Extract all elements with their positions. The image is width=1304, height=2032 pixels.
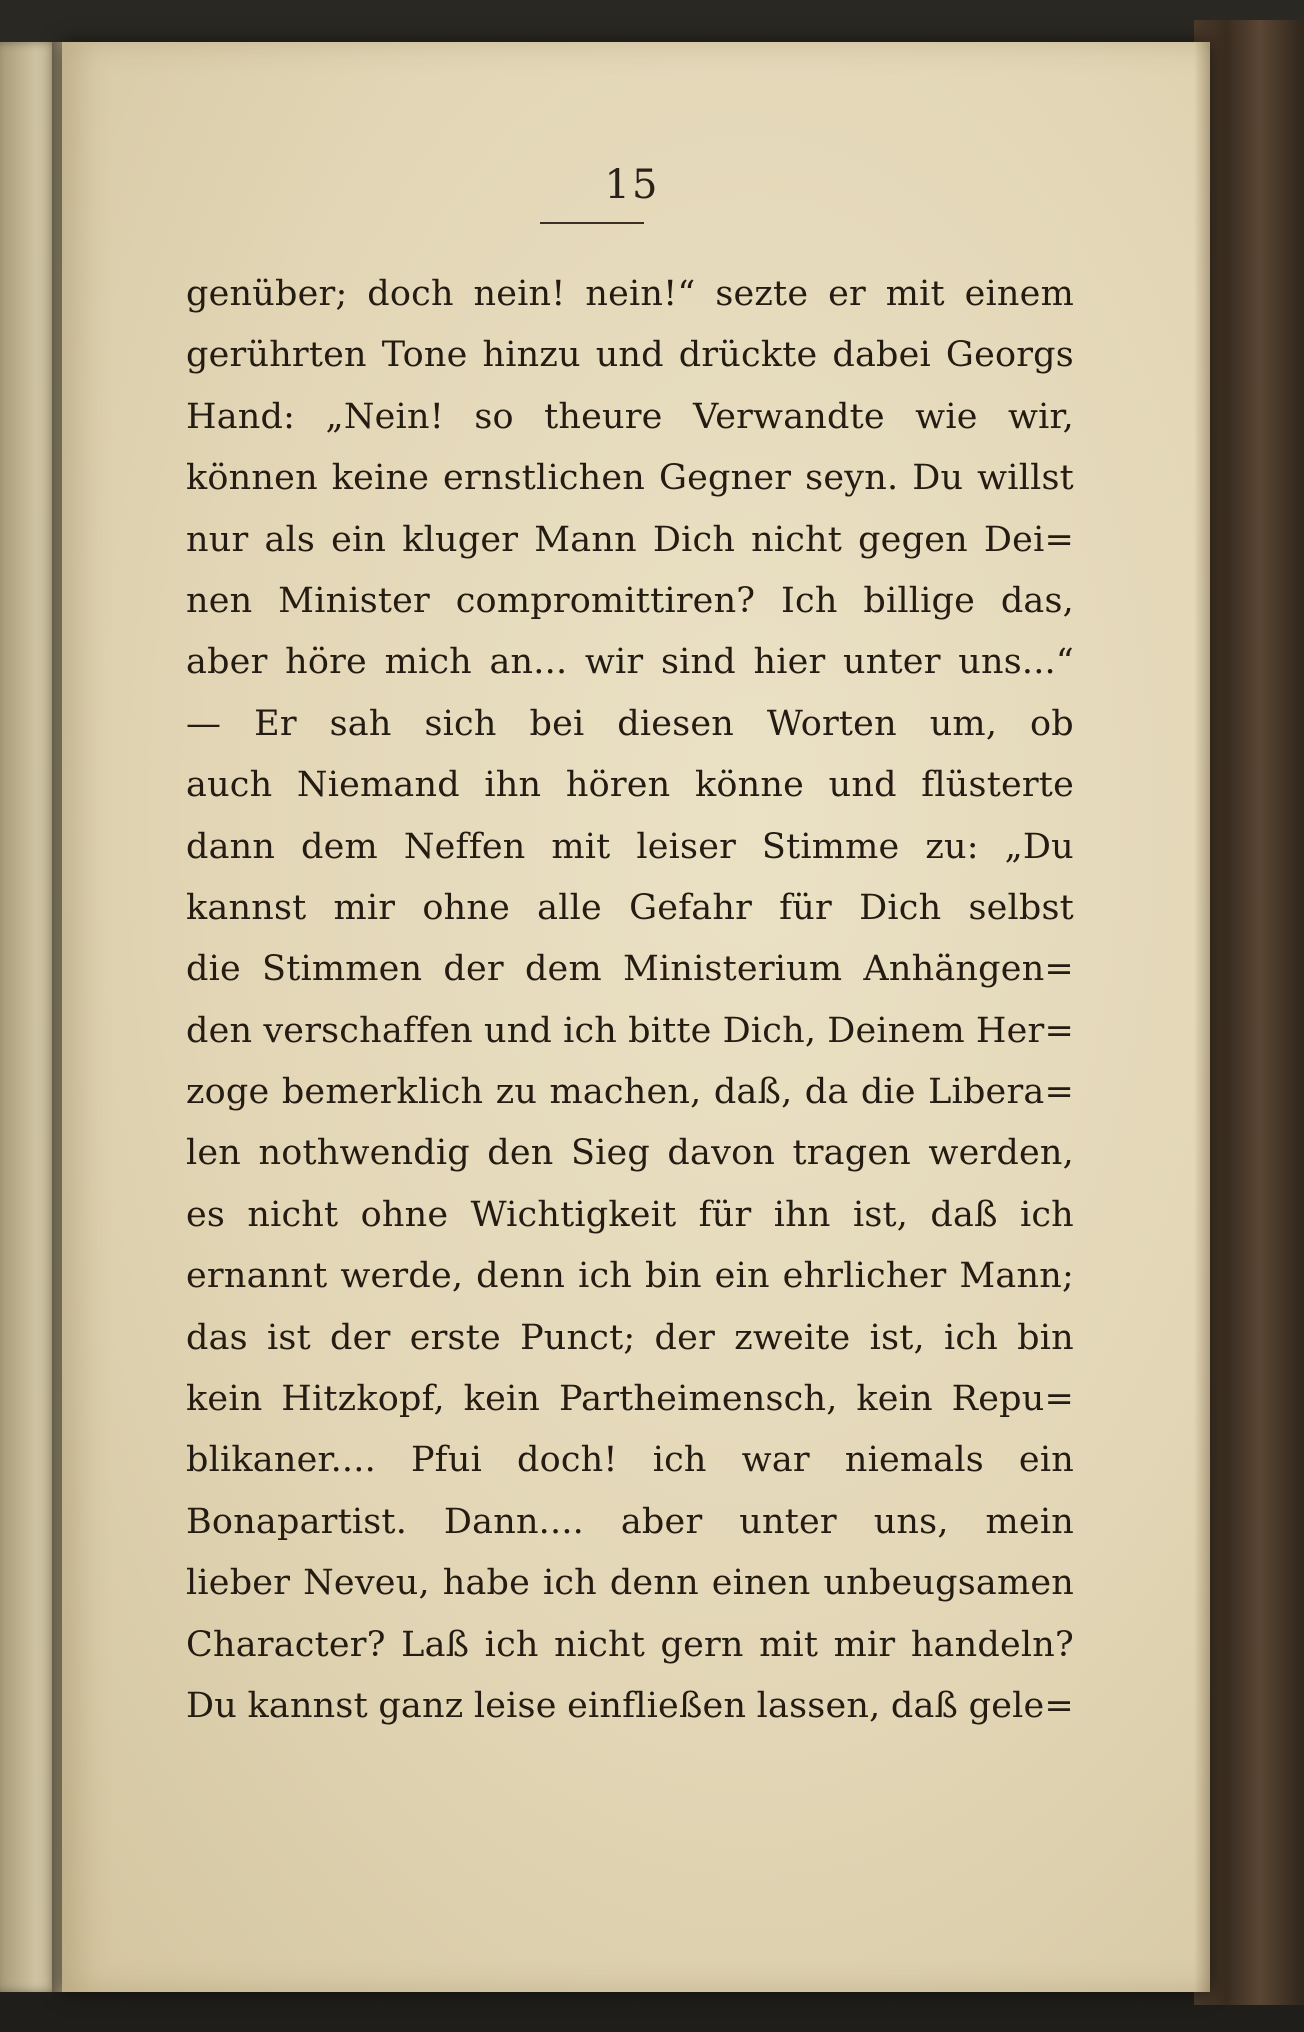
word: könne: [694, 765, 805, 806]
word: sind: [660, 642, 736, 683]
word: lassen,: [756, 1685, 881, 1726]
word: war: [741, 1440, 810, 1481]
word: Anhängen=: [863, 949, 1074, 990]
word: ich: [484, 1624, 539, 1665]
word: Du: [186, 1685, 238, 1726]
word: ernstlichen: [443, 458, 646, 499]
word: ehrlicher: [782, 1256, 947, 1297]
word: gern: [660, 1624, 744, 1665]
word: leise: [473, 1685, 557, 1726]
word: Laß: [401, 1624, 470, 1665]
word: werden,: [928, 1133, 1074, 1174]
word: kannst: [247, 1685, 368, 1726]
text-line: [186, 1308, 1074, 1369]
word: Libera=: [928, 1072, 1074, 1113]
page-number-rule: [540, 222, 644, 224]
word: dem: [301, 826, 378, 867]
word: habe: [442, 1563, 531, 1604]
word: Deinem: [827, 1010, 965, 1051]
word: einen: [711, 1563, 811, 1604]
word: ganz: [378, 1685, 464, 1726]
word: Worten: [766, 703, 897, 744]
word: denn: [476, 1256, 566, 1297]
word: ob: [1030, 703, 1074, 744]
word: davon: [667, 1133, 776, 1174]
word: ich: [542, 1563, 597, 1604]
word: da: [804, 1072, 849, 1113]
word: genüber;: [186, 274, 348, 314]
word: Gegner: [658, 458, 792, 499]
word: der: [330, 1317, 391, 1358]
word: zoge: [186, 1072, 270, 1113]
text-line: [186, 571, 1074, 632]
word: unter: [739, 1501, 837, 1542]
word: nicht: [247, 1194, 339, 1235]
word: wir: [584, 642, 644, 683]
word: für: [779, 887, 832, 928]
word: hören: [565, 765, 671, 806]
text-line: [186, 448, 1074, 509]
word: Character?: [186, 1624, 386, 1665]
word: doch!: [517, 1440, 618, 1481]
word: Bonapartist.: [186, 1501, 408, 1542]
word: Dei=: [983, 519, 1074, 560]
word: kein: [463, 1379, 541, 1420]
word: ist,: [869, 1317, 925, 1358]
word: Dich,: [722, 1010, 817, 1051]
word: mir: [833, 1624, 896, 1665]
word: ihn: [773, 1194, 831, 1235]
word: mit: [759, 1624, 819, 1665]
word: Mann;: [959, 1256, 1074, 1297]
word: diesen: [617, 703, 735, 744]
word: einfließen: [567, 1685, 747, 1726]
text-line: [186, 755, 1074, 816]
word: len: [186, 1133, 242, 1174]
word: nicht: [554, 1624, 646, 1665]
word: Neveu,: [303, 1563, 430, 1604]
page-edge-shadow: [1194, 42, 1210, 1992]
word: einem: [964, 274, 1074, 314]
word: doch: [367, 274, 454, 314]
word: bemerklich: [281, 1072, 484, 1113]
book-cover-edge: [1194, 20, 1304, 2005]
word: ist,: [852, 1194, 909, 1235]
word: hinzu: [482, 335, 581, 376]
word: nein!“: [585, 274, 696, 314]
word: mit: [885, 274, 945, 314]
word: ernannt: [186, 1256, 328, 1297]
word: als: [264, 519, 316, 560]
word: Dann....: [443, 1501, 584, 1542]
text-line: [186, 694, 1074, 755]
word: unter: [843, 642, 941, 683]
word: ich: [652, 1440, 707, 1481]
word: an...: [489, 642, 568, 683]
word: Niemand: [296, 765, 460, 806]
word: Georgs: [945, 335, 1074, 376]
word: den: [186, 1010, 253, 1051]
word: unbeugsamen: [823, 1563, 1074, 1604]
word: nur: [186, 519, 249, 560]
word: und: [483, 1010, 553, 1051]
word: aber: [186, 642, 268, 683]
book-page: [62, 42, 1210, 1992]
word: theure: [544, 396, 663, 437]
word: können: [186, 458, 318, 499]
word: keine: [331, 458, 430, 499]
word: compromittiren?: [455, 580, 756, 621]
word: die: [186, 949, 241, 990]
page-number: 15: [604, 162, 660, 208]
word: dabei: [832, 335, 931, 376]
word: ohne: [360, 1194, 449, 1235]
word: den: [487, 1133, 554, 1174]
word: Ich: [781, 580, 838, 621]
word: Dich: [652, 519, 736, 560]
word: machen,: [549, 1072, 702, 1113]
word: Tone: [381, 335, 468, 376]
word: nicht: [751, 519, 843, 560]
word: dem: [524, 949, 602, 990]
text-line: [186, 325, 1074, 386]
word: drückte: [678, 335, 818, 376]
word: „Nein!: [325, 396, 444, 437]
word: der: [654, 1317, 715, 1358]
word: der: [443, 949, 504, 990]
word: Neffen: [403, 826, 526, 867]
text-line: [186, 1492, 1074, 1553]
word: das: [186, 1317, 248, 1358]
text-line: [186, 1062, 1074, 1123]
text-line: [186, 1123, 1074, 1184]
word: zu:: [925, 826, 979, 867]
word: zweite: [734, 1317, 851, 1358]
word: so: [474, 396, 514, 437]
word: erste: [409, 1317, 501, 1358]
word: es: [186, 1194, 226, 1235]
word: auch: [186, 765, 273, 806]
text-line: [186, 1553, 1074, 1614]
word: kannst: [186, 887, 307, 928]
word: für: [698, 1194, 752, 1235]
word: Punct;: [520, 1317, 636, 1358]
word: und: [595, 335, 664, 376]
word: und: [828, 765, 897, 806]
word: sich: [424, 703, 497, 744]
word: aber: [620, 1501, 703, 1542]
word: werde,: [340, 1256, 464, 1297]
word: Verwandte: [692, 396, 885, 437]
word: kein: [856, 1379, 933, 1420]
word: billige: [863, 580, 976, 621]
word: sah: [329, 703, 392, 744]
word: bin: [1017, 1317, 1074, 1358]
word: lieber: [186, 1563, 291, 1604]
text-line: [186, 817, 1074, 878]
word: bei: [529, 703, 585, 744]
word: niemals: [844, 1440, 984, 1481]
word: kein: [186, 1379, 263, 1420]
word: zu: [495, 1072, 538, 1113]
word: Hitzkopf,: [281, 1379, 445, 1420]
word: denn: [609, 1563, 699, 1604]
word: die: [860, 1072, 916, 1113]
word: leiser: [636, 826, 737, 867]
word: hier: [753, 642, 826, 683]
text-line: [186, 1001, 1074, 1062]
word: handeln?: [910, 1624, 1074, 1665]
word: Wichtigkeit: [470, 1194, 677, 1235]
word: ein: [714, 1256, 770, 1297]
word: ein: [331, 519, 387, 560]
word: mich: [384, 642, 472, 683]
book-spine-gutter: [52, 42, 62, 1992]
text-line: [186, 1369, 1074, 1430]
word: mir: [333, 887, 396, 928]
word: bin: [644, 1256, 702, 1297]
word: —: [186, 703, 222, 744]
word: ohne: [422, 887, 511, 928]
word: nen: [186, 580, 253, 621]
word: nothwendig: [258, 1133, 470, 1174]
word: das,: [1000, 580, 1074, 621]
word: seyn.: [805, 458, 899, 499]
word: Sieg: [570, 1133, 651, 1174]
word: wie: [915, 396, 978, 437]
word: ich: [578, 1256, 633, 1297]
word: bitte: [628, 1010, 712, 1051]
word: ihn: [484, 765, 542, 806]
text-line: [186, 1676, 1074, 1737]
word: ich: [563, 1010, 618, 1051]
word: Er: [254, 703, 297, 744]
word: willst: [977, 458, 1074, 499]
word: er: [828, 274, 866, 314]
text-line: [186, 878, 1074, 939]
word: verschaffen: [263, 1010, 473, 1051]
word: selbst: [968, 887, 1074, 928]
word: ist: [267, 1317, 311, 1358]
word: daß: [930, 1194, 998, 1235]
word: Minister: [278, 580, 430, 621]
word: mein: [985, 1501, 1074, 1542]
word: daß,: [713, 1072, 793, 1113]
word: gegen: [858, 519, 968, 560]
word: uns,: [873, 1501, 949, 1542]
word: Hand:: [186, 396, 296, 437]
word: alle: [537, 887, 602, 928]
word: Du: [912, 458, 964, 499]
previous-page-edge: [0, 42, 60, 1992]
word: dann: [186, 826, 276, 867]
word: tragen: [792, 1133, 912, 1174]
text-line: [186, 1615, 1074, 1676]
word: mit: [551, 826, 611, 867]
word: nein!: [473, 274, 566, 314]
word: ein: [1018, 1440, 1074, 1481]
text-line: [186, 1430, 1074, 1491]
word: Stimme: [761, 826, 900, 867]
word: daß: [890, 1685, 959, 1726]
word: Stimmen: [262, 949, 423, 990]
word: sezte: [715, 274, 809, 314]
word: ich: [1019, 1194, 1074, 1235]
word: gele=: [968, 1685, 1074, 1726]
text-line: [186, 510, 1074, 571]
word: Ministerium: [622, 949, 843, 990]
text-line: [186, 1246, 1074, 1307]
body-text: [186, 264, 1074, 1737]
word: kluger: [402, 519, 519, 560]
word: um,: [929, 703, 998, 744]
word: Partheimensch,: [558, 1379, 838, 1420]
word: ich: [944, 1317, 998, 1358]
word: „Du: [1004, 826, 1074, 867]
word: Gefahr: [629, 887, 753, 928]
text-line: [186, 264, 1074, 325]
word: flüsterte: [921, 765, 1074, 806]
text-line: [186, 939, 1074, 1000]
word: uns...“: [958, 642, 1074, 683]
word: Her=: [975, 1010, 1074, 1051]
text-line: [186, 387, 1074, 448]
word: wir,: [1007, 396, 1074, 437]
text-line: [186, 632, 1074, 693]
word: Mann: [534, 519, 637, 560]
word: höre: [285, 642, 367, 683]
word: Pfui: [410, 1440, 482, 1481]
word: gerührten: [186, 335, 367, 376]
word: blikaner....: [186, 1440, 376, 1481]
word: Dich: [859, 887, 942, 928]
text-line: [186, 1185, 1074, 1246]
word: Repu=: [951, 1379, 1074, 1420]
